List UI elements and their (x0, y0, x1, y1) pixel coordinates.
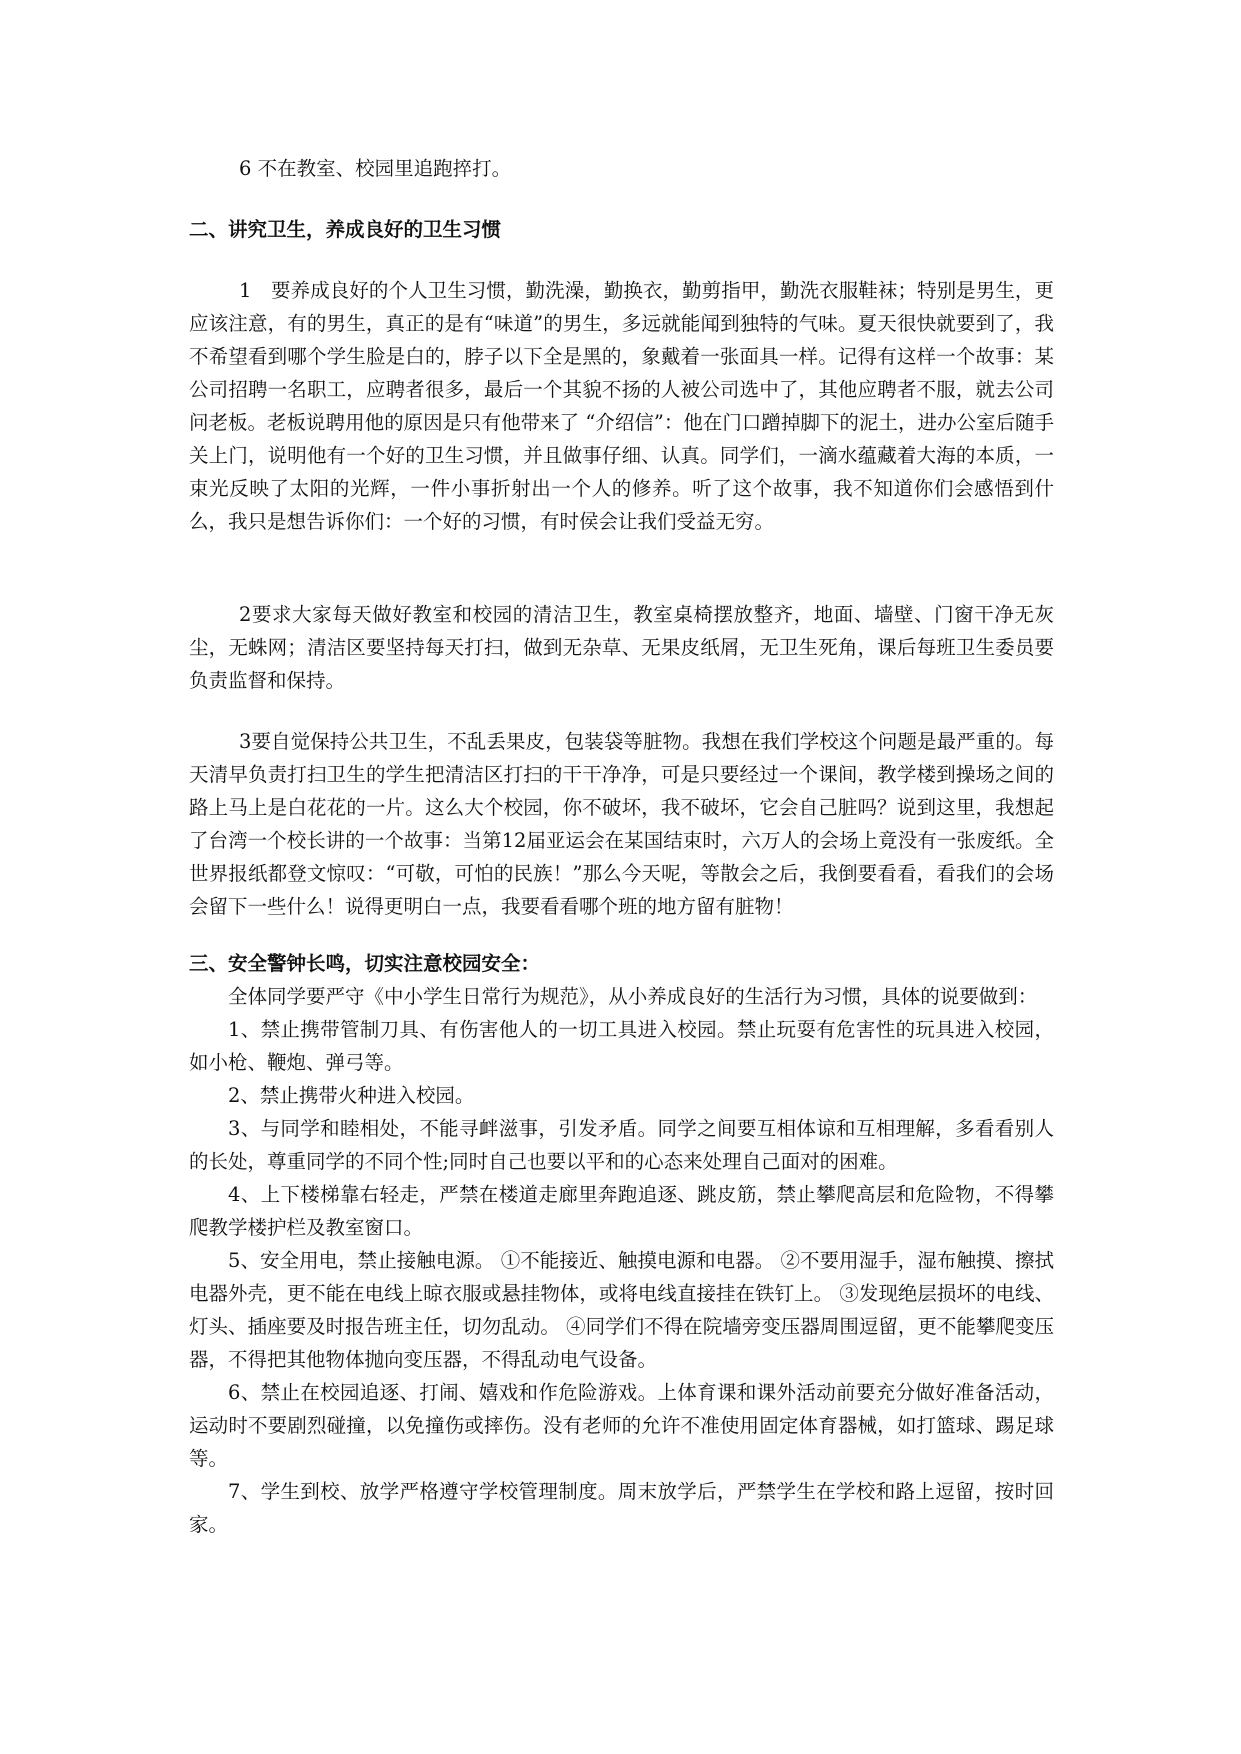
section3 (189, 947, 1054, 1541)
safety-item-6: 6、禁止在校园追逐、打闹、嬉戏和作危险游戏。上体育课和课外活动前要充分做好准备活动，运动时不要剧烈碰撞，以免撞伤或摔伤。没有老师的允许不准使用固定体育器械，如打篮球、踢足球等。 (189, 1381, 1054, 1470)
section3-heading: 三、安全警钟长鸣，切实注意校园安全： (189, 952, 541, 975)
section2 (189, 213, 1054, 246)
section1-tail (189, 152, 1054, 185)
safety-item-3: 3、与同学和睦相处，不能寻衅滋事，引发矛盾。同学之间要互相体谅和互相理解，多看看别人的长处，尊重同学的不同个性;同时自己也要以平和的心态来处理自己面对的困难。 (189, 1117, 1054, 1173)
safety-item-7: 7、学生到校、放学严格遵守学校管理制度。周末放学后，严禁学生在学校和路上逗留，按时回家。 (189, 1480, 1054, 1536)
hygiene-paragraph-1: 1 要养成良好的个人卫生习惯，勤洗澡，勤换衣，勤剪指甲，勤洗衣服鞋袜；特别是男生，更应该注意，有的男生，真正的是有“味道”的男生，多远就能闻到独特的气味。夏天很快就要到了，我不希望看到哪个学生脸是白的，脖子以下全是黑的，象戴着一张面具一样。记得有这样一个故事：某公司招聘一名职工，应聘者很多，最后一个其貌不扬的人被公司选中了，其他应聘者不服，就去公司问老板。老板说聘用他的原因是只有他带来了 “介绍信”：他在门口蹭掉脚下的泥土，进办公室后随手关上门，说明他有一个好的卫生习惯，并且做事仔细、认真。同学们，一滴水蕴藏着大海的本质，一束光反映了太阳的光辉，一件小事折射出一个人的修养。听了这个故事，我不知道你们会感悟到什么，我只是想告诉你们：一个好的习惯，有时侯会让我们受益无穷。 (189, 279, 1054, 533)
section2-para2-block (189, 598, 1054, 697)
safety-item-1: 1、禁止携带管制刀具、有伤害他人的一切工具进入校园。禁止玩耍有危害性的玩具进入校园，如小枪、鞭炮、弹弓等。 (189, 1018, 1054, 1074)
hygiene-paragraph-3: 3要自觉保持公共卫生，不乱丢果皮，包装袋等脏物。我想在我们学校这个问题是最严重的。每天清早负责打扫卫生的学生把清洁区打扫的干干净净，可是只要经过一个课间，教学楼到操场之间的路上马上是白花花的一片。这么大个校园，你不破坏，我不破坏，它会自己脏吗？说到这里，我想起了台湾一个校长讲的一个故事：当第12届亚运会在某国结束时，六万人的会场上竟没有一张废纸。全世界报纸都登文惊叹：“可敬，可怕的民族！”那么今天呢，等散会之后，我倒要看看，看我们的会场会留下一些什么！说得更明白一点，我要看看哪个班的地方留有脏物！ (189, 730, 1054, 918)
section2-para1-block (189, 274, 1054, 538)
hygiene-paragraph-2: 2要求大家每天做好教室和校园的清洁卫生，教室桌椅摆放整齐，地面、墙壁、门窗干净无灰尘，无蛛网；清洁区要坚持每天打扫，做到无杂草、无果皮纸屑，无卫生死角，课后每班卫生委员要负责监督和保持。 (189, 603, 1054, 692)
section2-heading: 二、讲究卫生，养成良好的卫生习惯 (189, 218, 502, 241)
safety-item-2: 2、禁止携带火种进入校园。 (228, 1084, 475, 1107)
safety-intro: 全体同学要严守《中小学生日常行为规范》，从小养成良好的生活行为习惯，具体的说要做到： (228, 985, 1038, 1008)
safety-item-4: 4、上下楼梯靠右轻走，严禁在楼道走廊里奔跑追逐、跳皮筋，禁止攀爬高层和危险物，不得攀爬教学楼护栏及教室窗口。 (189, 1183, 1054, 1239)
section2-para3-block (189, 725, 1054, 923)
safety-item-5: 5、安全用电，禁止接触电源。 ①不能接近、触摸电源和电器。 ②不要用湿手，湿布触摸、擦拭电器外壳，更不能在电线上晾衣服或悬挂物体，或将电线直接挂在铁钉上。 ③发现绝层损坏的电线、灯头、插座要及时报告班主任，切勿乱动。 ④同学们不得在院墙旁变压器周围逗留，更不能攀爬变压器，不得把其他物体抛向变压器，不得乱动电气设备。 (189, 1249, 1054, 1371)
rule-item-6: 6 不在教室、校园里追跑捽打。 (239, 157, 512, 180)
